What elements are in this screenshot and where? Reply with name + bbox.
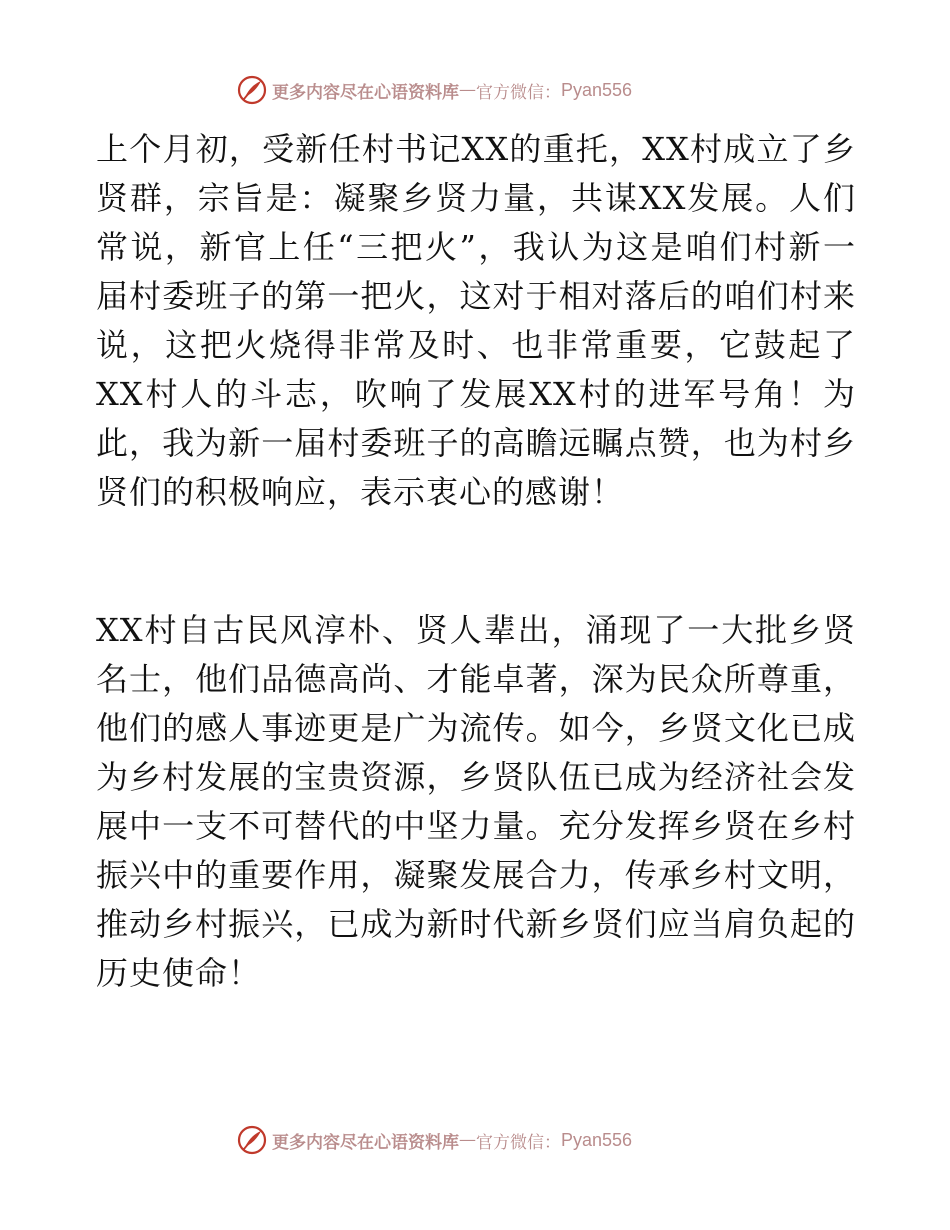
watermark-wechat-id: Pyan556 [561,1129,633,1150]
watermark-separator: — [459,80,476,100]
watermark-label: 官方微信： [476,82,561,103]
paragraph-2: XX村自古民风淳朴、贤人辈出，涌现了一大批乡贤名士，他们品德高尚、才能卓著，深为民众所尊重，他们的感人事迹更是广为流传。如今，乡贤文化已成为乡村发展的宝贵资源，乡贤队伍已成为经济社会发展中一支不可替代的中坚力量。充分发挥乡贤在乡村振兴中的重要作用，凝聚发展合力，传承乡村文明，推动乡村振兴，已成为新时代新乡贤们应当肩负起的历史使命！ [96,611,856,992]
watermark-main-text: 更多内容尽在心语资料库 [272,1132,459,1153]
quill-logo-icon [236,74,268,106]
paragraph-1: 上个月初，受新任村书记XX的重托，XX村成立了乡贤群，宗旨是：凝聚乡贤力量，共谋XX发展。人们常说，新官上任“三把火”，我认为这是咱们村新一届村委班子的第一把火，这对于相对落后的咱们村来说，这把火烧得非常及时、也非常重要，它鼓起了XX村人的斗志，吹响了发展XX村的进军号角！为此，我为新一届村委班子的高瞻远瞩点赞，也为村乡贤们的积极响应，表示衷心的感谢！ [96,130,856,511]
header-watermark [236,72,632,108]
watermark-wechat-id: Pyan556 [561,79,633,100]
watermark-main-text: 更多内容尽在心语资料库 [272,82,459,103]
quill-logo-icon [236,1124,268,1156]
watermark-label: 官方微信： [476,1132,561,1153]
watermark-separator: — [459,1130,476,1150]
footer-watermark [236,1122,632,1158]
